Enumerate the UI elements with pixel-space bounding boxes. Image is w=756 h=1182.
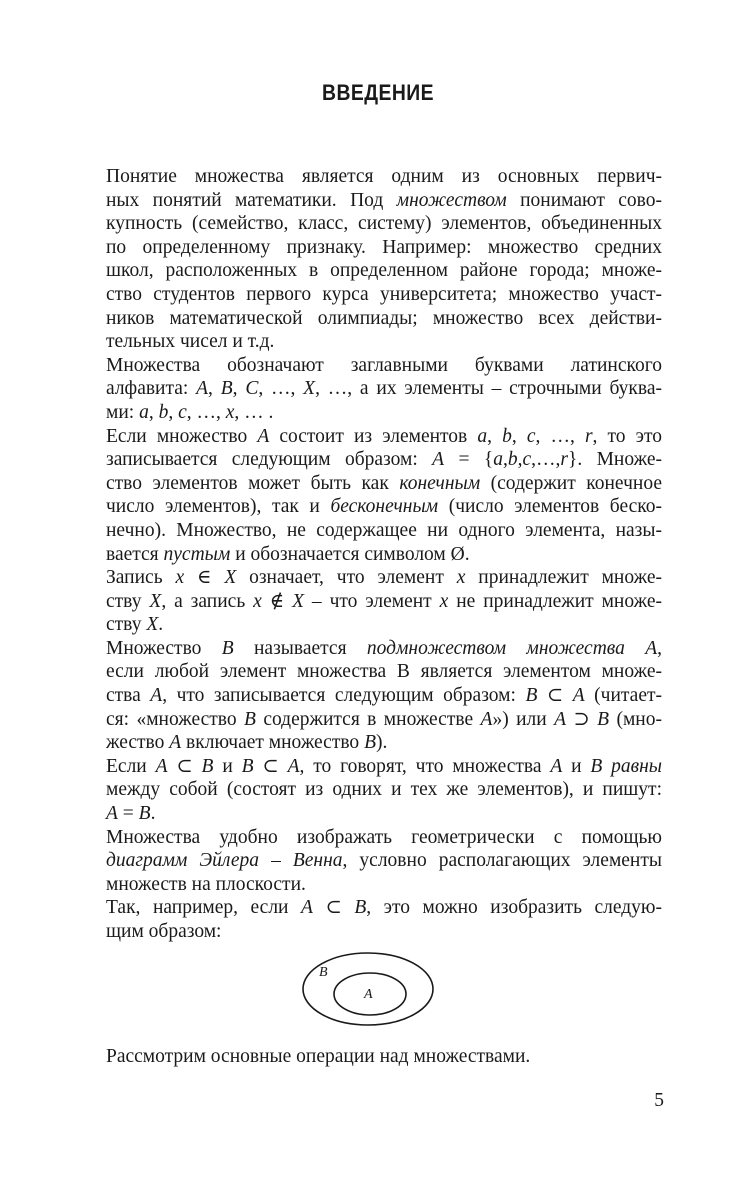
text-line: Множества удобно изображать геометрически с помощью [106,826,662,848]
text-line: ся: «множество B содержится в множестве A») или A ⊃ B (мно- [106,708,662,730]
text-line: по определенному признаку. Например: множество средних [106,236,662,258]
text-line: записывается следующим образом: A = {a,b,c,…,r}. Множе- [106,449,662,471]
text-line: ство элементов может быть как конечным (содержит конечное [106,472,662,494]
text-line: множеств на плоскости. [106,873,306,895]
text-line: между собой (состоят из одних и тех же элементов), и пишут: [106,779,662,801]
text-line: Множество B называется подмножеством множества A, [106,637,662,659]
text-line: школ, расположенных в определенном районе города; множе- [106,260,662,282]
text-line: щим образом: [106,921,222,942]
inner-set-label: A [364,987,373,1002]
text-line: Запись x ∈ X означает, что элемент x принадлежит множе- [106,567,662,589]
closing-sentence: Рассмотрим основные операции над множествами. [106,1046,531,1067]
text-line: купность (семейство, класс, систему) элементов, объединенных [106,213,662,235]
text-line: ства A, что записывается следующим образом: B ⊂ A (читает- [106,685,662,707]
text-line: Так, например, если A ⊂ B, это можно изобразить следую- [106,897,662,919]
text-line: нечно). Множество, не содержащее ни одного элемента, назы- [106,519,662,541]
text-line: вается пустым и обозначается символом Ø. [106,543,470,565]
text-line: Понятие множества является одним из основных первич- [106,166,662,187]
text-line: тельных чисел и т.д. [106,331,275,353]
outer-set-label: B [319,965,328,980]
page-number: 5 [654,1090,664,1111]
text-line: Если A ⊂ B и B ⊂ A, то говорят, что множества A и B равны [106,755,663,777]
text-line: жество A включает множество B). [106,732,388,754]
body-text [106,165,662,944]
text-line: ных понятий математики. Под множеством понимают сово- [106,189,662,211]
text-line: диаграмм Эйлера – Венна, условно располагающих элементы [106,850,662,872]
text-line: ству X. [106,614,164,636]
text-line: Если множество A состоит из элементов a, b, c, …, r, то это [106,425,663,447]
text-line: ников математической олимпиады; множество всех действи- [106,307,662,329]
text-line: A = B. [106,803,156,825]
text-line: число элементов), так и бесконечным (число элементов беско- [106,496,662,518]
text-line: если любой элемент множества B является элементом множе- [106,661,662,683]
text-line: ству X, а запись x ∉ X – что элемент x не принадлежит множе- [106,590,662,612]
text-line: алфавита: A, B, C, …, X, …, а их элементы – строчными буква- [106,378,662,400]
text-line: Множества обозначают заглавными буквами латинского [106,354,662,376]
page-title: ВВЕДЕНИЕ [322,80,434,105]
text-line: ство студентов первого курса университета; множество участ- [106,283,662,305]
euler-venn-diagram [300,950,436,1028]
text-line: ми: a, b, c, …, x, … . [106,401,274,423]
